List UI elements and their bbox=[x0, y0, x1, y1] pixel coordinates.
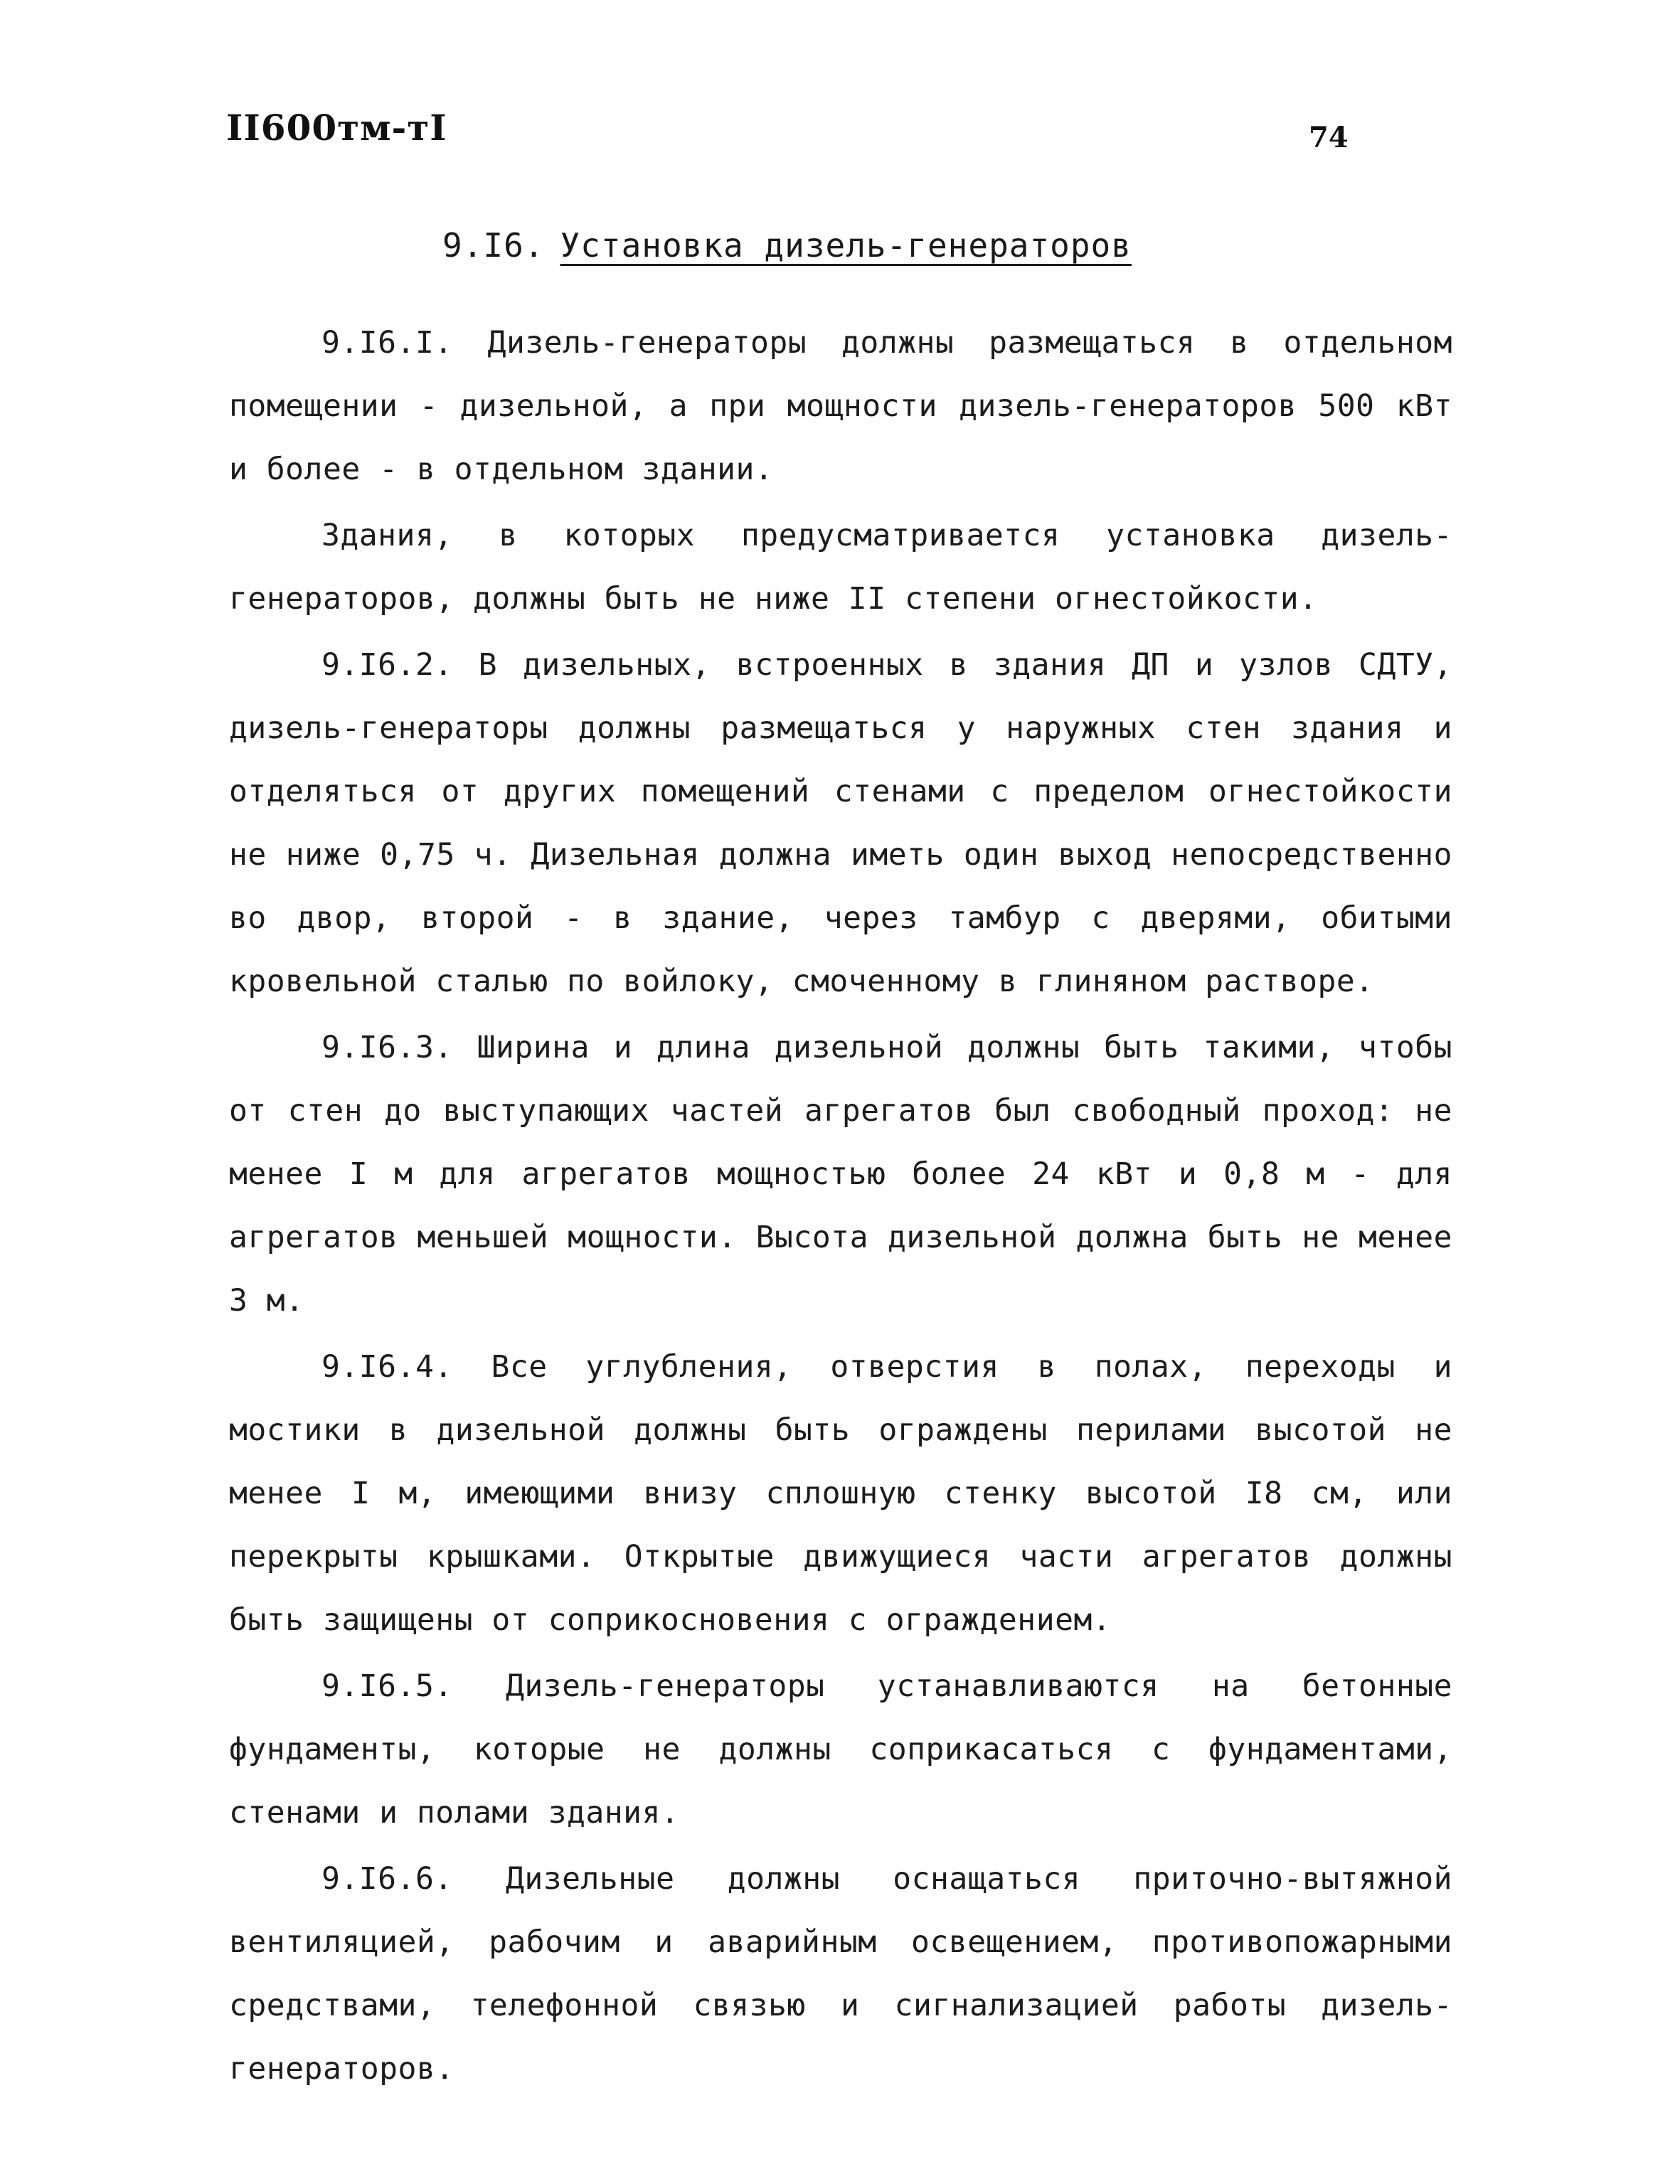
document-code: II600тм-тI bbox=[226, 107, 447, 149]
section-title: Установка дизель-генераторов bbox=[560, 226, 1132, 265]
paragraph-9-16-4: 9.I6.4. Все углубления, отверстия в полах, переходы и мостики в дизельной должны быть ограждены перилами высотой не менее I м, имеющими внизу сплошную стенку высотой I8 см, или перекрыты крышками. Открытые движущиеся части агрегатов должны быть защищены от соприкосновения с ограждением. bbox=[229, 1349, 1452, 1638]
paragraph-buildings-fire-resistance: Здания, в которых предусматривается установка дизель-генераторов, должны быть не ниже II степени огнестойкости. bbox=[229, 518, 1452, 617]
section-heading bbox=[442, 226, 1132, 265]
paragraph-9-16-6: 9.I6.6. Дизельные должны оснащаться приточно-вытяжной вентиляцией, рабочим и аварийным освещением, противопожарными средствами, телефонной связью и сигнализацией работы дизель-генераторов. bbox=[229, 1861, 1452, 2087]
page-number: 74 bbox=[1309, 121, 1349, 154]
paragraph-9-16-1: 9.I6.I. Дизель-генераторы должны размещаться в отдельном помещении - дизельной, а при мощности дизель-генераторов 500 кВт и более - в отдельном здании. bbox=[229, 325, 1452, 487]
paragraph-9-16-3: 9.I6.3. Ширина и длина дизельной должны быть такими, чтобы от стен до выступающих частей агрегатов был свободный проход: не менее I м для агрегатов мощностью более 24 кВт и 0,8 м - для агрегатов меньшей мощности. Высота дизельной должна быть не менее 3 м. bbox=[229, 1030, 1452, 1319]
paragraph-9-16-5: 9.I6.5. Дизель-генераторы устанавливаются на бетонные фундаменты, которые не должны соприкасаться с фундаментами, стенами и полами здания. bbox=[229, 1668, 1452, 1831]
body-text bbox=[229, 311, 1452, 2104]
section-number: 9.I6. bbox=[442, 226, 545, 265]
paragraph-9-16-2: 9.I6.2. В дизельных, встроенных в здания ДП и узлов СДТУ, дизель-генераторы должны размещаться у наружных стен здания и отделяться от других помещений стенами с пределом огнестойкости не ниже 0,75 ч. Дизельная должна иметь один выход непосредственно во двор, второй - в здание, через тамбур с дверями, обитыми кровельной сталью по войлоку, смоченному в глиняном растворе. bbox=[229, 647, 1452, 999]
